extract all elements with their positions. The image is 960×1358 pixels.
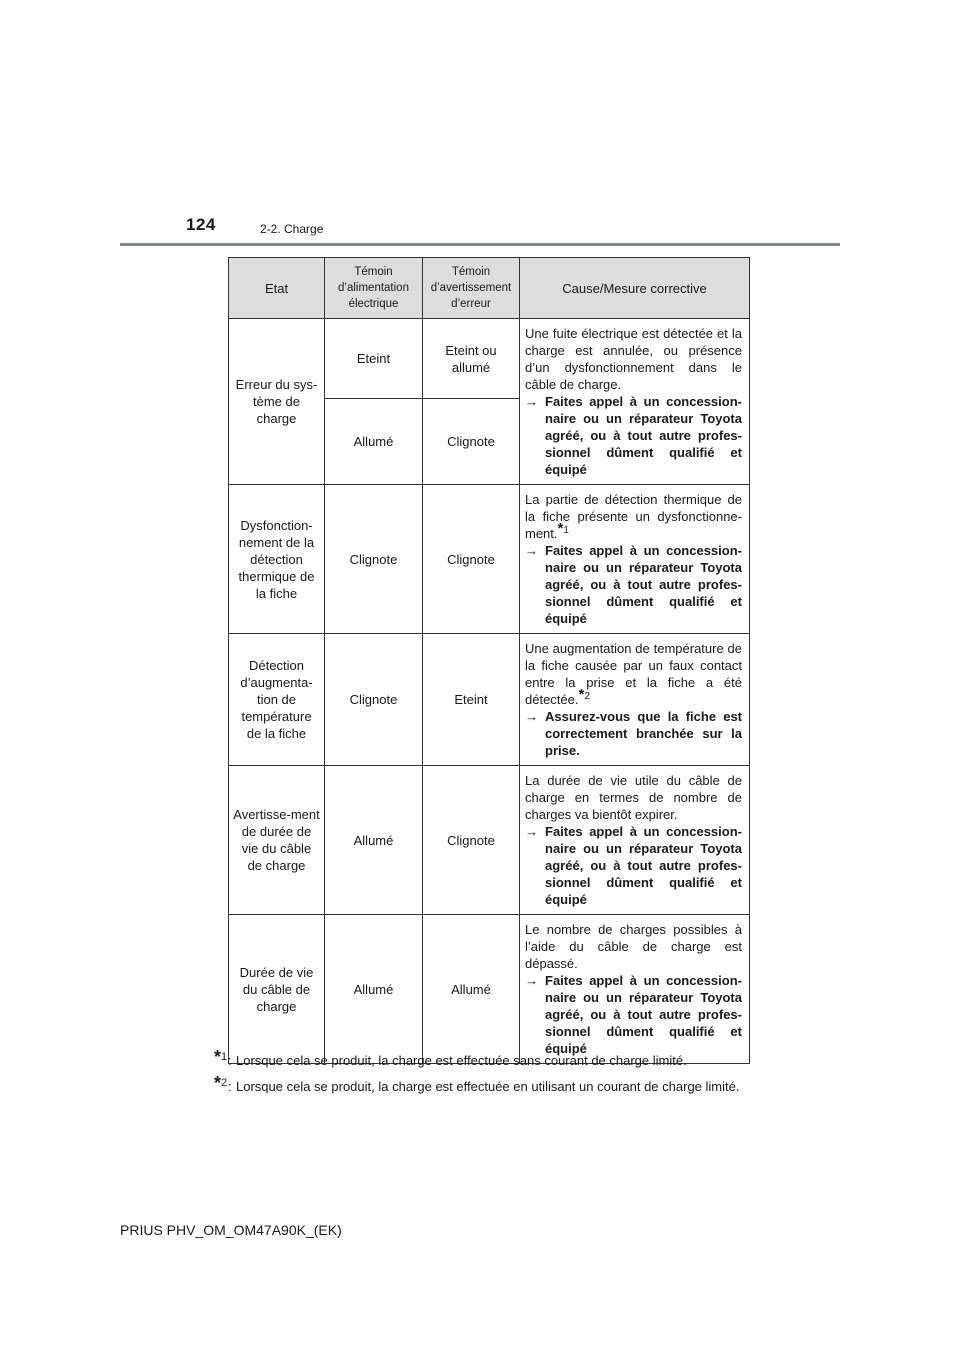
header-rule bbox=[120, 243, 840, 246]
state-cell: Dysfonction-nement de la détection thermique de la fiche bbox=[229, 485, 325, 634]
table-row bbox=[229, 915, 750, 1064]
power-lamp-cell: Allumé bbox=[325, 399, 423, 485]
cause-cell bbox=[520, 319, 750, 485]
cause-cell bbox=[520, 915, 750, 1064]
footnote-1 bbox=[214, 1047, 744, 1070]
footnote-text: Lorsque cela se produit, la charge est effectuée en utilisant un courant de charge limité. bbox=[236, 1079, 740, 1094]
table-row bbox=[229, 634, 750, 766]
power-lamp-cell: Clignote bbox=[325, 485, 423, 634]
corrective-action bbox=[525, 708, 742, 759]
table-row bbox=[229, 485, 750, 634]
power-lamp-cell: Clignote bbox=[325, 634, 423, 766]
arrow-icon: → bbox=[525, 394, 538, 409]
state-cell: Durée de vie du câble de charge bbox=[229, 915, 325, 1064]
document-id: PRIUS PHV_OM_OM47A90K_(EK) bbox=[120, 1222, 342, 1238]
error-lamp-cell: Clignote bbox=[423, 485, 520, 634]
footnote-text: Lorsque cela se produit, la charge est effectuée sans courant de charge limité. bbox=[236, 1053, 687, 1068]
footnote-colon: : bbox=[228, 1079, 232, 1094]
footnote-ref-number: 1 bbox=[563, 524, 569, 536]
column-header-cause: Cause/Mesure corrective bbox=[520, 258, 750, 319]
action-text: Assurez-vous que la fiche est correctement branchée sur la prise. bbox=[545, 709, 742, 758]
cause-text: Le nombre de charges possibles à l’aide du câble de charge est dépassé. bbox=[525, 922, 742, 971]
asterisk-icon: * bbox=[557, 519, 564, 537]
table-row bbox=[229, 319, 750, 399]
arrow-icon: → bbox=[525, 973, 538, 988]
arrow-icon: → bbox=[525, 709, 538, 724]
power-lamp-cell: Allumé bbox=[325, 766, 423, 915]
cause-cell bbox=[520, 634, 750, 766]
status-table bbox=[228, 257, 750, 1064]
action-text: Faites appel à un concession-naire ou un réparateur Toyota agréé, ou à tout autre profes-sionnel dûment qualifié et équipé bbox=[545, 973, 742, 1056]
footnote-ref-number: 2 bbox=[584, 690, 590, 702]
cause-text-wrap bbox=[525, 640, 742, 708]
asterisk-icon: * bbox=[214, 1073, 222, 1093]
cause-cell bbox=[520, 766, 750, 915]
corrective-action bbox=[525, 823, 742, 908]
power-lamp-cell: Eteint bbox=[325, 319, 423, 399]
column-header-state: Etat bbox=[229, 258, 325, 319]
corrective-action bbox=[525, 393, 742, 478]
state-cell: Avertisse-ment de durée de vie du câble de charge bbox=[229, 766, 325, 915]
cause-text: Une fuite électrique est détectée et la charge est annulée, ou présence d’un dysfonctionnement dans le câble de charge. bbox=[525, 326, 742, 392]
footnote-number: 1 bbox=[221, 1051, 228, 1063]
asterisk-icon: * bbox=[578, 685, 585, 703]
footnote-marker bbox=[214, 1048, 227, 1068]
column-header-error-lamp: Témoin d’avertissement d’erreur bbox=[423, 258, 520, 319]
footnote-colon: : bbox=[228, 1053, 232, 1068]
corrective-action bbox=[525, 972, 742, 1057]
corrective-action bbox=[525, 542, 742, 627]
error-lamp-cell: Clignote bbox=[423, 766, 520, 915]
cause-text-wrap bbox=[525, 491, 742, 542]
cause-cell bbox=[520, 485, 750, 634]
arrow-icon: → bbox=[525, 824, 538, 839]
footnote-number: 2 bbox=[221, 1077, 228, 1089]
error-lamp-cell: Eteint bbox=[423, 634, 520, 766]
footnote-2 bbox=[214, 1073, 744, 1096]
error-lamp-cell: Clignote bbox=[423, 399, 520, 485]
state-cell: Erreur du sys-tème de charge bbox=[229, 319, 325, 485]
column-header-power-lamp: Témoin d’alimentation électrique bbox=[325, 258, 423, 319]
error-lamp-cell: Eteint ou allumé bbox=[423, 319, 520, 399]
asterisk-icon: * bbox=[214, 1047, 222, 1067]
action-text: Faites appel à un concession-naire ou un réparateur Toyota agréé, ou à tout autre profes-sionnel dûment qualifié et équipé bbox=[545, 394, 742, 477]
arrow-icon: → bbox=[525, 543, 538, 558]
error-lamp-cell: Allumé bbox=[423, 915, 520, 1064]
action-text: Faites appel à un concession-naire ou un réparateur Toyota agréé, ou à tout autre profes-sionnel dûment qualifié et équipé bbox=[545, 543, 742, 626]
footnote-ref bbox=[557, 519, 569, 537]
table-header-row bbox=[229, 258, 750, 319]
state-cell: Détection d’augmenta-tion de température de la fiche bbox=[229, 634, 325, 766]
section-title: 2-2. Charge bbox=[260, 222, 324, 236]
footnote-ref bbox=[578, 685, 590, 703]
cause-text: Une augmentation de température de la fiche causée par un faux contact entre la prise et la fiche a été détectée. bbox=[525, 641, 742, 707]
footnote-marker bbox=[214, 1074, 227, 1094]
action-text: Faites appel à un concession-naire ou un réparateur Toyota agréé, ou à tout autre profes-sionnel dûment qualifié et équipé bbox=[545, 824, 742, 907]
cause-text: La durée de vie utile du câble de charge en termes de nombre de charges va bientôt expirer. bbox=[525, 773, 742, 822]
power-lamp-cell: Allumé bbox=[325, 915, 423, 1064]
table-row bbox=[229, 766, 750, 915]
cause-text: La partie de détection thermique de la fiche présente un dysfonctionne-ment. bbox=[525, 492, 742, 541]
page-number: 124 bbox=[186, 215, 216, 234]
